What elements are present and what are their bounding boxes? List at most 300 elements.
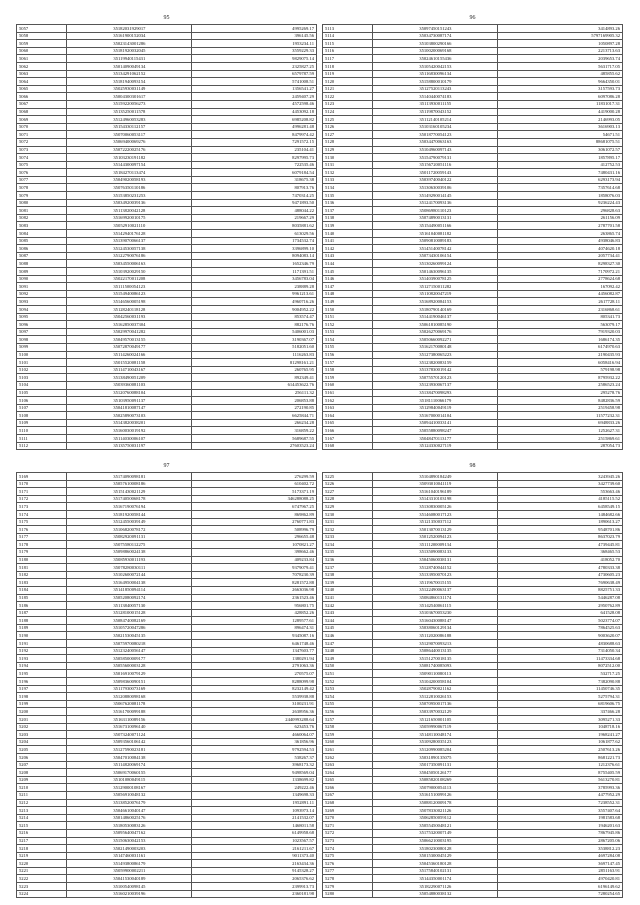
amount-cell: 8035881.62 — [192, 222, 317, 230]
row-index-cell: 5223 — [17, 883, 67, 891]
account-number-cell: 35169920010175 — [67, 214, 192, 222]
amount-cell: 6149958.68 — [192, 829, 317, 837]
ledger-table — [322, 472, 623, 898]
account-number-cell: 35184270113474 — [67, 169, 192, 177]
account-number-cell: 35149290014145 — [373, 192, 498, 200]
row-index-cell: 5218 — [17, 845, 67, 853]
table-row — [17, 890, 317, 898]
account-number-cell: 35151430021129 — [67, 488, 192, 496]
amount-cell: 3190367.07 — [192, 336, 317, 344]
account-number-cell: 35112020086188 — [373, 632, 498, 640]
table-row — [323, 412, 623, 420]
table-row — [323, 700, 623, 708]
amount-cell: 346288088.25 — [192, 495, 317, 503]
account-number-cell: 35055880098247 — [373, 427, 498, 435]
account-number-cell: 35127520113243 — [373, 85, 498, 93]
table-row — [17, 883, 317, 891]
table-row — [323, 647, 623, 655]
amount-cell: 2190435.93 — [498, 351, 623, 359]
table-row — [17, 738, 317, 746]
table-row — [323, 169, 623, 177]
amount-cell: 2057734.41 — [498, 252, 623, 260]
account-number-cell: 35144190046137 — [373, 313, 498, 321]
account-number-cell: 35085820108269 — [373, 776, 498, 784]
amount-cell: 3456783.04 — [192, 275, 317, 283]
row-index-cell: 5178 — [17, 541, 67, 549]
account-number-cell: 35015520081158 — [67, 359, 192, 367]
account-number-cell: 35110820047219 — [373, 290, 498, 298]
account-number-cell: 35024610155436 — [373, 55, 498, 63]
row-index-cell: 5098 — [17, 336, 67, 344]
amount-cell: 337466.28 — [498, 708, 623, 716]
row-index-cell: 5161 — [323, 389, 373, 397]
amount-cell: 2163434.36 — [192, 860, 317, 868]
row-index-cell: 5082 — [17, 214, 67, 222]
amount-cell: 2213713.63 — [498, 47, 623, 55]
amount-cell: 2950762.89 — [498, 602, 623, 610]
row-index-cell: 5193 — [17, 655, 67, 663]
table-row — [17, 47, 317, 55]
account-number-cell: 35129000108167 — [67, 784, 192, 792]
account-number-cell: 35128240118128 — [67, 305, 192, 313]
row-index-cell: 5099 — [17, 343, 67, 351]
account-number-cell: 35105720047286 — [67, 624, 192, 632]
account-number-cell: 35014090049134 — [67, 62, 192, 70]
amount-cell: 807913.76 — [192, 184, 317, 192]
amount-cell: 610402.72 — [192, 480, 317, 488]
row-index-cell: 5074 — [17, 154, 67, 162]
account-number-cell: 35074890013131 — [373, 214, 498, 222]
amount-cell: 361856.96 — [192, 738, 317, 746]
account-number-cell: 35161700099188 — [67, 708, 192, 716]
account-number-cell: 35100200069168 — [373, 47, 498, 55]
account-number-cell: 35120760088104 — [67, 389, 192, 397]
amount-cell: 2867205.06 — [498, 837, 623, 845]
amount-cell: 8479974.42 — [192, 131, 317, 139]
amount-cell: 3396899.10 — [192, 245, 317, 253]
row-index-cell: 5070 — [17, 123, 67, 131]
row-index-cell: 5058 — [17, 32, 67, 40]
amount-cell: 2141532.07 — [192, 814, 317, 822]
row-index-cell: 5264 — [323, 769, 373, 777]
account-number-cell: 35041530040189 — [67, 875, 192, 883]
amount-cell: 7690638.49 — [498, 579, 623, 587]
row-index-cell: 5191 — [17, 640, 67, 648]
account-number-cell: 35057610008186 — [67, 480, 192, 488]
amount-cell: 1252627.31 — [498, 427, 623, 435]
account-number-cell: 35055450048121 — [373, 822, 498, 830]
account-number-cell: 35124960053283 — [67, 116, 192, 124]
table-row — [17, 230, 317, 238]
row-index-cell: 5194 — [17, 662, 67, 670]
account-number-cell: 35182031929017 — [67, 25, 192, 33]
row-index-cell: 5100 — [17, 351, 67, 359]
table-row — [17, 791, 317, 799]
amount-cell: 11450746.35 — [498, 685, 623, 693]
table-row — [323, 313, 623, 321]
row-index-cell: 5249 — [323, 655, 373, 663]
row-index-cell: 5109 — [17, 419, 67, 427]
row-index-cell: 5247 — [323, 640, 373, 648]
amount-cell: 27603523.24 — [192, 442, 317, 450]
amount-cell: 256111.32 — [192, 389, 317, 397]
table-row — [323, 822, 623, 830]
account-number-cell: 35146560005198 — [67, 298, 192, 306]
amount-cell: 2440993288.64 — [192, 716, 317, 724]
table-row — [17, 473, 317, 481]
account-number-cell: 35076350110186 — [67, 184, 192, 192]
row-index-cell: 5107 — [17, 404, 67, 412]
account-number-cell: 35135090083133 — [373, 548, 498, 556]
table-row — [323, 419, 623, 427]
table-row — [323, 586, 623, 594]
table-row — [17, 199, 317, 207]
row-index-cell: 5242 — [323, 602, 373, 610]
amount-cell: 7280254.65 — [498, 890, 623, 898]
row-index-cell: 5097 — [17, 328, 67, 336]
table-row — [17, 548, 317, 556]
account-number-cell: 35123820083159 — [373, 359, 498, 367]
table-row — [17, 427, 317, 435]
account-number-cell: 35123240056147 — [67, 647, 192, 655]
row-index-cell: 5121 — [323, 85, 373, 93]
row-index-cell: 5108 — [17, 412, 67, 420]
row-index-cell: 5073 — [17, 146, 67, 154]
account-number-cell: 35090110080113 — [373, 670, 498, 678]
amount-cell: 5741008.51 — [192, 78, 317, 86]
row-index-cell: 5152 — [323, 321, 373, 329]
table-row — [323, 222, 623, 230]
row-index-cell: 5131 — [323, 161, 373, 169]
account-number-cell: 35042560031193 — [67, 313, 192, 321]
amount-cell: 6196149.62 — [498, 883, 623, 891]
amount-cell: 6293173.94 — [498, 176, 623, 184]
account-number-cell: 35135750031197 — [67, 442, 192, 450]
row-index-cell: 5155 — [323, 343, 373, 351]
amount-cell: 6819606.75 — [498, 700, 623, 708]
account-number-cell: 35014860025176 — [67, 814, 192, 822]
account-number-cell: 35047010084138 — [67, 753, 192, 761]
amount-cell: 295278.76 — [498, 389, 623, 397]
table-row — [17, 108, 317, 116]
table-row — [17, 245, 317, 253]
amount-cell: 88681075.51 — [498, 138, 623, 146]
account-number-cell: 35161900152034 — [67, 32, 192, 40]
row-index-cell: 5133 — [323, 176, 373, 184]
table-row — [17, 708, 317, 716]
table-row — [17, 685, 317, 693]
amount-cell: 368465.53 — [498, 548, 623, 556]
amount-cell: 488044.22 — [192, 207, 317, 215]
account-number-cell: 35075970080218 — [67, 640, 192, 648]
table-row — [17, 875, 317, 883]
account-number-cell: 35138490051209 — [67, 374, 192, 382]
amount-cell: 8755405.59 — [498, 769, 623, 777]
row-index-cell: 5263 — [323, 761, 373, 769]
table-row — [323, 867, 623, 875]
row-index-cell: 5257 — [323, 716, 373, 724]
row-index-cell: 5236 — [323, 556, 373, 564]
row-index-cell: 5237 — [323, 564, 373, 572]
table-row — [17, 845, 317, 853]
row-index-cell: 5175 — [17, 518, 67, 526]
row-index-cell: 5057 — [17, 25, 67, 33]
amount-cell: 11831017.31 — [498, 100, 623, 108]
amount-cell: 7867945.86 — [498, 829, 623, 837]
table-row — [323, 108, 623, 116]
row-index-cell: 5265 — [323, 776, 373, 784]
amount-cell: 2146993.05 — [498, 116, 623, 124]
row-index-cell: 5271 — [323, 822, 373, 830]
amount-cell: 206853.88 — [192, 397, 317, 405]
row-index-cell: 5110 — [17, 427, 67, 435]
table-row — [323, 791, 623, 799]
table-row — [17, 556, 317, 564]
account-number-cell: 35084740082169 — [67, 617, 192, 625]
row-index-cell: 5167 — [323, 435, 373, 443]
table-row — [323, 146, 623, 154]
row-index-cell: 5192 — [17, 647, 67, 655]
amount-cell: 2515869.61 — [498, 435, 623, 443]
amount-cell: 1093973.14 — [192, 807, 317, 815]
table-row — [323, 260, 623, 268]
row-index-cell: 5146 — [323, 275, 373, 283]
account-number-cell: 35140440074183 — [373, 93, 498, 101]
table-row — [323, 100, 623, 108]
amount-cell: 613029.56 — [192, 230, 317, 238]
amount-cell: 4453092.18 — [192, 108, 317, 116]
table-row — [17, 321, 317, 329]
table-row — [17, 336, 317, 344]
amount-cell: 3427739.60 — [498, 480, 623, 488]
amount-cell: 409233.84 — [192, 556, 317, 564]
amount-cell: 81298161.21 — [192, 359, 317, 367]
row-index-cell: 5250 — [323, 662, 373, 670]
amount-cell: 9829075.14 — [192, 55, 317, 63]
amount-cell: 485855.62 — [498, 70, 623, 78]
account-number-cell: 35004300301617 — [67, 93, 192, 101]
table-row — [17, 252, 317, 260]
account-number-cell: 35069170060155 — [67, 769, 192, 777]
account-number-cell: 35034730087174 — [373, 32, 498, 40]
table-row — [323, 404, 623, 412]
table-row — [17, 290, 317, 298]
account-number-cell: 35113820042128 — [67, 207, 192, 215]
table-row — [17, 78, 317, 86]
row-index-cell: 5227 — [323, 488, 373, 496]
row-index-cell: 5196 — [17, 678, 67, 686]
account-number-cell: 35121350037112 — [373, 518, 498, 526]
table-row — [323, 541, 623, 549]
row-index-cell: 5188 — [17, 617, 67, 625]
table-row — [323, 427, 623, 435]
amount-cell: 3697147.45 — [498, 860, 623, 868]
row-index-cell: 5273 — [323, 837, 373, 845]
account-number-cell: 35073430106154 — [373, 252, 498, 260]
account-number-cell: 35070060053117 — [67, 131, 192, 139]
account-number-cell: 35025930031149 — [67, 85, 192, 93]
account-number-cell: 35181920058144 — [67, 510, 192, 518]
row-index-cell: 5217 — [17, 837, 67, 845]
amount-cell: 1952891.11 — [192, 799, 317, 807]
table-row — [17, 624, 317, 632]
account-number-cell: 35103230191182 — [67, 154, 192, 162]
row-index-cell: 5245 — [323, 624, 373, 632]
account-number-cell: 35120990085204 — [373, 746, 498, 754]
row-index-cell: 5270 — [323, 814, 373, 822]
table-row — [323, 328, 623, 336]
account-number-cell: 35062850059112 — [373, 814, 498, 822]
table-row — [17, 161, 317, 169]
account-number-cell: 35123930067137 — [373, 381, 498, 389]
account-number-cell: 35109280035123 — [373, 738, 498, 746]
row-index-cell: 5274 — [323, 845, 373, 853]
account-number-cell: 35014630096135 — [373, 268, 498, 276]
account-number-cell: 35141850094114 — [67, 586, 192, 594]
amount-cell: 1356541.27 — [192, 85, 317, 93]
row-index-cell: 5158 — [323, 366, 373, 374]
amount-cell: 6097086.28 — [498, 93, 623, 101]
row-index-cell: 5184 — [17, 586, 67, 594]
table-row — [17, 176, 317, 184]
account-number-cell: 35038060129134 — [373, 624, 498, 632]
amount-cell: 8288099.98 — [192, 678, 317, 686]
amount-cell: 1212376.61 — [498, 761, 623, 769]
account-number-cell: 35133950070123 — [373, 571, 498, 579]
table-row — [323, 435, 623, 443]
account-number-cell: 35078280030111 — [67, 564, 192, 572]
table-row — [323, 389, 623, 397]
account-number-cell: 35145140078142 — [373, 245, 498, 253]
amount-cell: 6058416.94 — [498, 359, 623, 367]
account-number-cell: 35098360090151 — [67, 678, 192, 686]
amount-cell: 2663036.98 — [192, 586, 317, 594]
table-row — [17, 93, 317, 101]
account-number-cell: 35164950004138 — [67, 579, 192, 587]
account-number-cell: 35104960097143 — [373, 146, 498, 154]
account-number-cell: 35021530045135 — [67, 632, 192, 640]
amount-cell: 1070821.27 — [192, 541, 317, 549]
amount-cell: 1023567.57 — [192, 837, 317, 845]
amount-cell: 1946201.63 — [498, 822, 623, 830]
account-number-cell: 35084860131174 — [373, 594, 498, 602]
row-index-cell: 5089 — [17, 268, 67, 276]
account-number-cell: 35124170093136 — [373, 199, 498, 207]
account-number-cell: 35119670015155 — [373, 579, 498, 587]
table-row — [17, 716, 317, 724]
table-row — [323, 305, 623, 313]
table-row — [17, 852, 317, 860]
table-row — [17, 313, 317, 321]
amount-cell: 7314050.34 — [498, 647, 623, 655]
amount-cell: 1652346.79 — [192, 260, 317, 268]
account-number-cell: 35135250011578 — [67, 108, 192, 116]
table-row — [323, 784, 623, 792]
amount-cell: 805341.73 — [498, 313, 623, 321]
row-index-cell: 5138 — [323, 214, 373, 222]
row-index-cell: 5122 — [323, 93, 373, 101]
table-row — [323, 40, 623, 48]
table-row — [323, 176, 623, 184]
table-row — [323, 488, 623, 496]
amount-cell: 7170972.21 — [498, 268, 623, 276]
account-number-cell: 35119940115431 — [67, 55, 192, 63]
amount-cell: 7291572.15 — [192, 138, 317, 146]
amount-cell: 3243945.26 — [498, 473, 623, 481]
row-index-cell: 5096 — [17, 321, 67, 329]
row-index-cell: 5267 — [323, 791, 373, 799]
amount-cell: 7864525.63 — [498, 624, 623, 632]
amount-cell: 4739445.81 — [498, 541, 623, 549]
amount-cell: 1857895.17 — [498, 154, 623, 162]
table-row — [17, 723, 317, 731]
table-row — [323, 70, 623, 78]
account-number-cell: 35129070093213 — [373, 640, 498, 648]
row-index-cell: 5207 — [17, 761, 67, 769]
row-index-cell: 5252 — [323, 678, 373, 686]
row-index-cell: 5269 — [323, 807, 373, 815]
page-number: 96 — [469, 15, 476, 21]
account-number-cell: 35104200058104 — [373, 678, 498, 686]
table-row — [17, 564, 317, 572]
amount-cell: 8795932.22 — [498, 374, 623, 382]
table-row — [17, 435, 317, 443]
row-index-cell: 5093 — [17, 298, 67, 306]
table-row — [17, 275, 317, 283]
account-number-cell: 35039740040122 — [373, 176, 498, 184]
table-row — [17, 602, 317, 610]
amount-cell: 5275794.31 — [498, 693, 623, 701]
row-index-cell: 5159 — [323, 374, 373, 382]
account-number-cell: 35147460031161 — [67, 852, 192, 860]
row-index-cell: 5076 — [17, 169, 67, 177]
amount-cell: 2399913.73 — [192, 883, 317, 891]
table-row — [323, 579, 623, 587]
row-index-cell: 5069 — [17, 116, 67, 124]
account-number-cell: 35029970041282 — [67, 328, 192, 336]
amount-cell: 11577232.31 — [498, 412, 623, 420]
table-row — [323, 723, 623, 731]
row-index-cell: 5157 — [323, 359, 373, 367]
table-row — [17, 62, 317, 70]
row-index-cell: 5145 — [323, 268, 373, 276]
row-index-cell: 5168 — [323, 442, 373, 450]
amount-cell: 3061072.57 — [498, 146, 623, 154]
amount-cell: 8281572.88 — [192, 579, 317, 587]
account-number-cell: 35061810085190 — [373, 321, 498, 329]
row-index-cell: 5090 — [17, 275, 67, 283]
row-index-cell: 5179 — [17, 548, 67, 556]
table-row — [323, 366, 623, 374]
account-number-cell: 35023143001286 — [67, 40, 192, 48]
row-index-cell: 5124 — [323, 108, 373, 116]
table-row — [323, 890, 623, 898]
amount-cell: 9345087.16 — [192, 632, 317, 640]
account-number-cell: 35045360180128 — [373, 860, 498, 868]
amount-cell: 5182051.60 — [192, 343, 317, 351]
table-row — [17, 419, 317, 427]
amount-cell: 9471893.50 — [192, 199, 317, 207]
amount-cell: 2638956.36 — [192, 708, 317, 716]
table-row — [17, 617, 317, 625]
account-number-cell: 35130830005126 — [373, 503, 498, 511]
row-index-cell: 5185 — [17, 594, 67, 602]
table-row — [323, 207, 623, 215]
amount-cell: 287054.73 — [498, 442, 623, 450]
table-row — [17, 814, 317, 822]
row-index-cell: 5222 — [17, 875, 67, 883]
table-row — [17, 693, 317, 701]
